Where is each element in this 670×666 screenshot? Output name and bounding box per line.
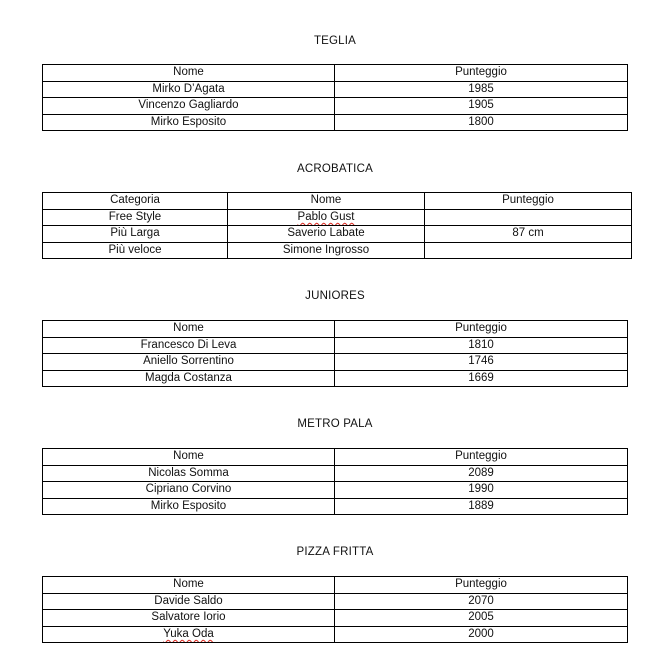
cell-nome: Mirko Esposito	[43, 498, 335, 515]
table-row	[43, 114, 628, 131]
cell-punteggio: 2000	[335, 626, 628, 643]
header-cell-nome: Nome	[228, 193, 425, 210]
cell-nome: Magda Costanza	[43, 370, 335, 387]
table-header-row	[43, 321, 628, 338]
table-acrobatica	[42, 192, 632, 259]
cell-punteggio: 87 cm	[425, 226, 632, 243]
table-row	[43, 610, 628, 627]
table-header-row	[43, 193, 632, 210]
table-row	[43, 626, 628, 643]
table-row	[43, 370, 628, 387]
cell-nome: Mirko Esposito	[43, 114, 335, 131]
cell-nome: Saverio Labate	[228, 226, 425, 243]
header-cell-nome: Nome	[43, 577, 335, 594]
cell-nome: Nicolas Somma	[43, 465, 335, 482]
cell-punteggio: 1889	[335, 498, 628, 515]
cell-punteggio	[425, 209, 632, 226]
header-cell-punteggio: Punteggio	[335, 449, 628, 466]
cell-nome	[43, 626, 335, 643]
header-cell-nome: Nome	[43, 321, 335, 338]
table-pizza-fritta	[42, 576, 628, 643]
cell-punteggio: 1905	[335, 98, 628, 115]
cell-nome: Francesco Di Leva	[43, 337, 335, 354]
section-title-pizza-fritta: PIZZA FRITTA	[296, 546, 374, 558]
table-row	[43, 242, 632, 259]
cell-punteggio: 2089	[335, 465, 628, 482]
cell-nome: Salvatore Iorio	[43, 610, 335, 627]
table-row	[43, 226, 632, 243]
cell-punteggio: 2070	[335, 593, 628, 610]
table-row	[43, 98, 628, 115]
spellcheck-text: Pablo Gust	[297, 210, 355, 223]
header-cell-categoria: Categoria	[43, 193, 228, 210]
table-juniores	[42, 320, 628, 387]
cell-punteggio: 1990	[335, 482, 628, 499]
cell-nome	[228, 209, 425, 226]
table-row	[43, 209, 632, 226]
spellcheck-text: Yuka Oda	[163, 627, 214, 640]
table-row	[43, 337, 628, 354]
header-cell-punteggio: Punteggio	[335, 321, 628, 338]
header-cell-nome: Nome	[43, 449, 335, 466]
cell-categoria: Più Larga	[43, 226, 228, 243]
cell-punteggio: 1746	[335, 354, 628, 371]
section-title-acrobatica: ACROBATICA	[297, 163, 373, 175]
table-row	[43, 81, 628, 98]
table-teglia	[42, 64, 628, 131]
cell-punteggio: 1810	[335, 337, 628, 354]
cell-nome: Mirko D’Agata	[43, 81, 335, 98]
section-title-teglia: TEGLIA	[313, 35, 357, 47]
table-header-row	[43, 449, 628, 466]
header-cell-punteggio: Punteggio	[425, 193, 632, 210]
cell-punteggio: 1669	[335, 370, 628, 387]
cell-nome: Simone Ingrosso	[228, 242, 425, 259]
cell-nome: Davide Saldo	[43, 593, 335, 610]
cell-categoria: Free Style	[43, 209, 228, 226]
table-header-row	[43, 65, 628, 82]
table-header-row	[43, 577, 628, 594]
table-row	[43, 482, 628, 499]
table-row	[43, 593, 628, 610]
header-cell-punteggio: Punteggio	[335, 65, 628, 82]
cell-nome: Aniello Sorrentino	[43, 354, 335, 371]
cell-punteggio: 1800	[335, 114, 628, 131]
header-cell-punteggio: Punteggio	[335, 577, 628, 594]
section-title-juniores: JUNIORES	[305, 290, 365, 302]
cell-punteggio: 1985	[335, 81, 628, 98]
table-metro-pala	[42, 448, 628, 515]
section-title-metro-pala: METRO PALA	[297, 418, 373, 430]
table-row	[43, 498, 628, 515]
table-row	[43, 354, 628, 371]
cell-nome: Vincenzo Gagliardo	[43, 98, 335, 115]
header-cell-nome: Nome	[43, 65, 335, 82]
cell-punteggio	[425, 242, 632, 259]
cell-categoria: Più veloce	[43, 242, 228, 259]
table-row	[43, 465, 628, 482]
cell-nome: Cipriano Corvino	[43, 482, 335, 499]
cell-punteggio: 2005	[335, 610, 628, 627]
